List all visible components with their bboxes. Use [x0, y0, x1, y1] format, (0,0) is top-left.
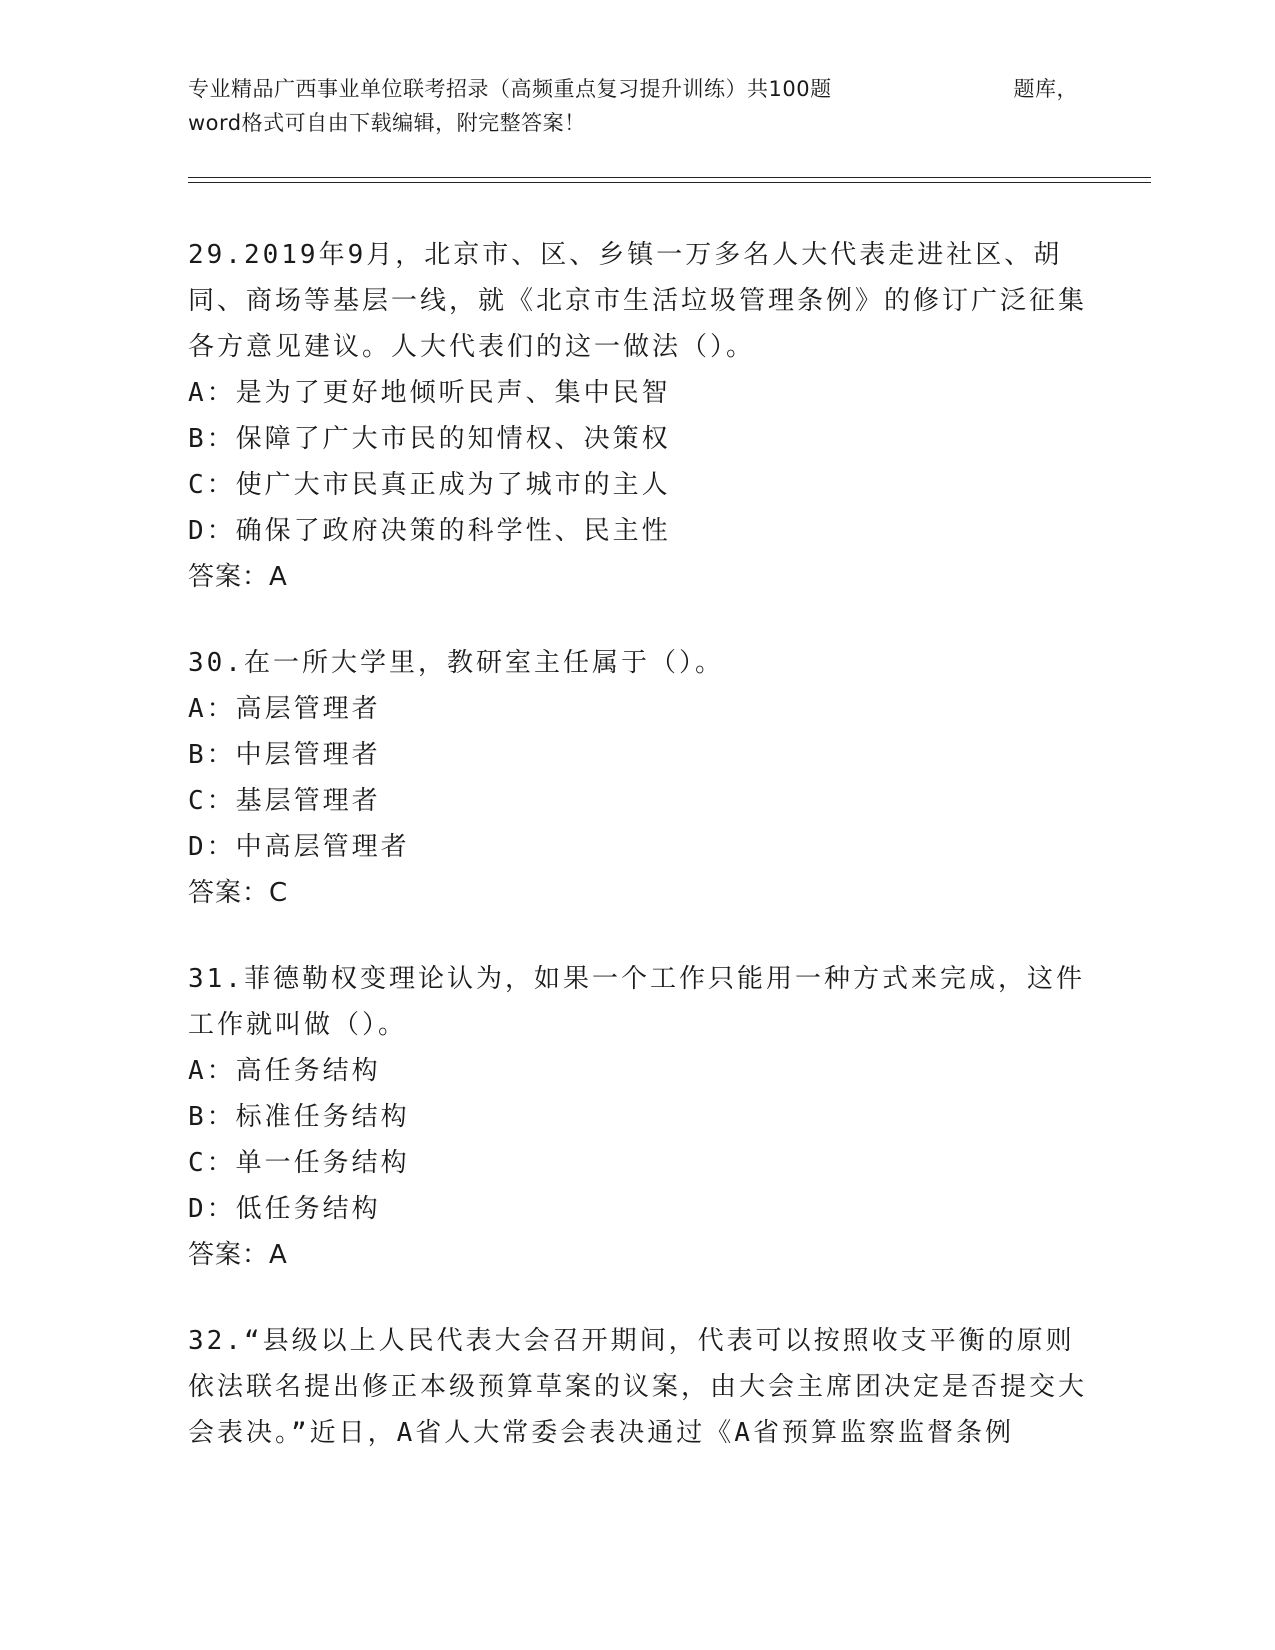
option-c: C：基层管理者: [188, 786, 381, 816]
question-list: [188, 232, 1088, 1496]
question-stem: 29.2019年9月，北京市、区、乡镇一万多名人大代表走进社区、胡同、商场等基层一线，就《北京市生活垃圾管理条例》的修订广泛征集各方意见建议。人大代表们的这一做法（）。: [188, 240, 1088, 362]
option-d: D：低任务结构: [188, 1194, 381, 1224]
header-divider-bottom: [188, 182, 1151, 183]
question-stem: 32.“县级以上人民代表大会召开期间，代表可以按照收支平衡的原则依法联名提出修正本级预算草案的议案，由大会主席团决定是否提交大会表决。”近日，A省人大常委会表决通过《A省预算监察监督条例: [188, 1326, 1088, 1448]
question-stem: 31.菲德勒权变理论认为，如果一个工作只能用一种方式来完成，这件工作就叫做（）。: [188, 964, 1085, 1040]
option-c: C：单一任务结构: [188, 1148, 410, 1178]
answer: 答案：A: [188, 1240, 288, 1270]
question-29: [188, 232, 1088, 600]
header-title-suffix: 题库，: [1013, 77, 1078, 101]
page-header: [188, 72, 1078, 140]
option-d: D：中高层管理者: [188, 832, 410, 862]
option-b: B：中层管理者: [188, 740, 381, 770]
option-a: A：高层管理者: [188, 694, 381, 724]
question-30: [188, 640, 1088, 916]
option-b: B：标准任务结构: [188, 1102, 410, 1132]
answer: 答案：A: [188, 562, 288, 592]
answer: 答案：C: [188, 878, 289, 908]
option-b: B：保障了广大市民的知情权、决策权: [188, 424, 671, 454]
option-d: D：确保了政府决策的科学性、民主性: [188, 516, 671, 546]
question-32: [188, 1318, 1088, 1456]
option-a: A：高任务结构: [188, 1056, 381, 1086]
header-title: 专业精品广西事业单位联考招录（高频重点复习提升训练）共100题: [188, 77, 832, 101]
question-31: [188, 956, 1088, 1278]
header-line-1: [188, 72, 1078, 106]
header-divider-top: [188, 177, 1151, 178]
option-a: A：是为了更好地倾听民声、集中民智: [188, 378, 671, 408]
question-stem: 30.在一所大学里，教研室主任属于（）。: [188, 648, 724, 678]
option-c: C：使广大市民真正成为了城市的主人: [188, 470, 671, 500]
header-subtitle: word格式可自由下载编辑，附完整答案！: [188, 111, 586, 135]
